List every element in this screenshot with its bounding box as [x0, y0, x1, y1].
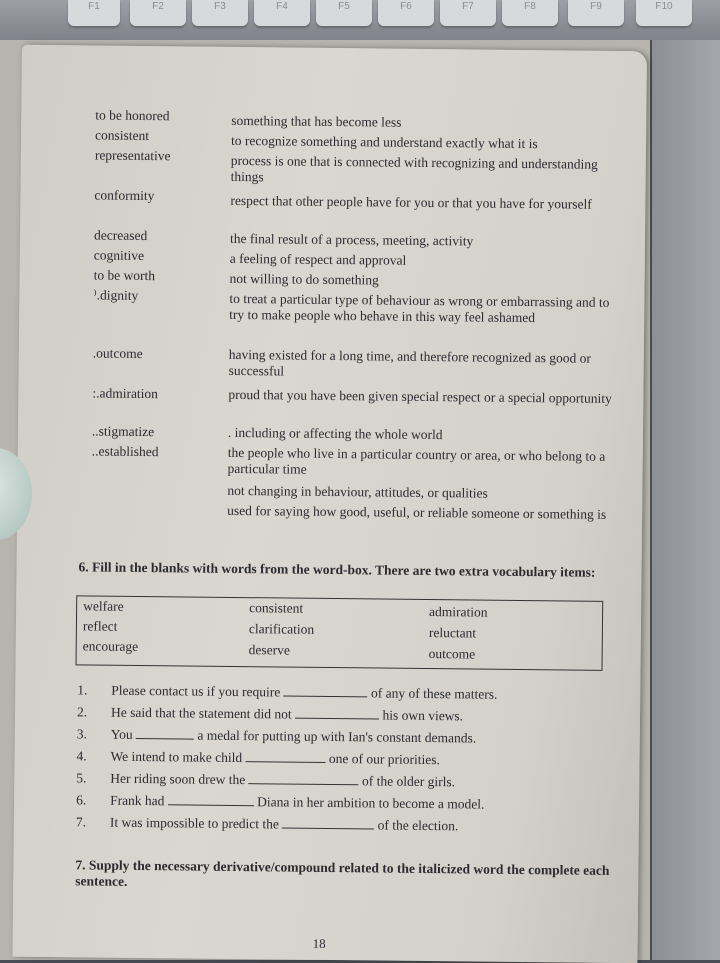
key-f4: F4: [254, 0, 310, 26]
vocab-term: conformity: [94, 187, 155, 204]
vocab-term: to be worth: [93, 267, 156, 284]
vocab-definition: proud that you have been given special respect or a special opportunity: [228, 386, 612, 406]
key-f6: F6: [378, 0, 434, 26]
sentence-text: It was impossible to predict the: [109, 814, 283, 832]
exercise-7-heading: 7. Supply the necessary derivative/compound related to the italicized word the complete each sentence.: [75, 857, 610, 889]
key-f9: F9: [568, 0, 624, 26]
word-box-item: outcome: [428, 646, 476, 662]
vocab-term: cognitive: [93, 247, 145, 264]
vocab-definition: to recognize something and understand exactly what it is: [230, 132, 538, 152]
exercise-sentence: [76, 747, 440, 768]
word-box-item: consistent: [249, 600, 304, 616]
vocab-term: .outcome: [92, 345, 143, 362]
exercise-sentence: [77, 703, 463, 724]
vocab-term: representative: [94, 147, 171, 164]
sentence-text: You: [110, 726, 137, 742]
sentence-text: of the older girls.: [358, 773, 456, 790]
vocab-term: ..established: [91, 443, 159, 460]
word-box-item: deserve: [248, 642, 291, 658]
vocab-definition: respect that other people have for you or that you have for yourself: [230, 192, 592, 212]
vocab-definition: the final result of a process, meeting, activity: [229, 230, 474, 249]
sentence-text: Her riding soon drew the: [110, 770, 249, 788]
word-box: [76, 595, 604, 671]
sentence-text: one of our priorities.: [325, 750, 440, 768]
exercise-sentence: [76, 813, 459, 834]
exercise-sentence: [76, 769, 455, 790]
vocab-definition: something that has become less: [231, 112, 402, 130]
key-f8: F8: [502, 0, 558, 26]
exercise-sentence: [77, 725, 477, 746]
vocab-term: ⁾.dignity: [93, 287, 139, 303]
sentence-text: He said that the statement did not: [110, 704, 296, 722]
exercise-sentence: [76, 791, 484, 812]
vocab-definition: having existed for a long time, and therefore recognized as good or successful: [228, 346, 591, 379]
sentence-text: Frank had: [110, 792, 168, 809]
exercise-6-heading: 6. Fill in the blanks with words from the word-box. There are two extra vocabulary items:: [78, 559, 596, 580]
vocab-definition: process is one that is connected with recognizing and understanding things: [230, 152, 598, 185]
vocab-term: ..stigmatize: [91, 423, 155, 440]
sentence-text: of the election.: [374, 817, 459, 834]
key-f2: F2: [130, 0, 186, 26]
sentence-text: a medal for putting up with Ian's constant demands.: [194, 727, 477, 746]
vocab-term: consistent: [94, 127, 150, 144]
answer-blank[interactable]: [249, 771, 359, 785]
keyboard-function-row: [0, 0, 720, 40]
exercise-sentence: [77, 681, 497, 702]
vocab-extra-definition: not changing in behaviour, attitudes, or qualities: [227, 482, 488, 501]
sentence-number: 5.: [76, 770, 87, 786]
page-number: 18: [312, 935, 326, 951]
sentence-text: Please contact us if you require: [111, 682, 284, 700]
vocab-term: to be honored: [95, 107, 170, 124]
key-f5: F5: [316, 0, 372, 26]
word-box-item: welfare: [83, 598, 124, 614]
sentence-number: 1.: [77, 682, 88, 698]
word-box-item: encourage: [82, 638, 139, 654]
sentence-number: 3.: [76, 726, 88, 742]
vocab-term: decreased: [93, 227, 148, 244]
vocab-extra-definition: used for saying how good, useful, or reliable someone or something is: [227, 502, 607, 522]
answer-blank[interactable]: [136, 726, 194, 740]
sentence-text: his own views.: [379, 707, 464, 724]
sentence-number: 6.: [76, 792, 87, 808]
sentence-number: 4.: [76, 748, 87, 764]
word-box-item: reluctant: [428, 625, 477, 641]
vocab-definition: a feeling of respect and approval: [229, 250, 407, 268]
vocab-definition: the people who live in a particular country or area, or who belong to a particular time: [227, 444, 606, 477]
vocab-term: :.admiration: [92, 385, 159, 402]
vocab-definition: not willing to do something: [229, 270, 379, 288]
key-f1: F1: [68, 0, 120, 26]
answer-blank[interactable]: [284, 684, 368, 698]
answer-blank[interactable]: [246, 749, 326, 763]
sentence-text: We intend to make child: [110, 748, 246, 766]
key-f3: F3: [192, 0, 248, 26]
sentence-number: 7.: [75, 814, 87, 830]
answer-blank[interactable]: [168, 792, 254, 806]
key-f10: F10: [636, 0, 692, 26]
sentence-number: 2.: [76, 704, 88, 720]
sentence-text: Diana in her ambition to become a model.: [253, 794, 485, 812]
key-f7: F7: [440, 0, 496, 26]
sentence-text: of any of these matters.: [367, 685, 498, 702]
answer-blank[interactable]: [295, 706, 379, 720]
vocab-definition: to treat a particular type of behaviour as wrong or embarrassing and to try to make people who behave in this way feel ashamed: [229, 290, 610, 326]
word-box-item: reflect: [82, 618, 118, 634]
answer-blank[interactable]: [282, 815, 374, 829]
book-page: [12, 45, 647, 963]
next-page-edge: [652, 40, 720, 960]
word-box-item: admiration: [429, 604, 488, 620]
word-box-item: clarification: [248, 621, 315, 637]
vocab-definition: . including or affecting the whole world: [227, 424, 443, 443]
